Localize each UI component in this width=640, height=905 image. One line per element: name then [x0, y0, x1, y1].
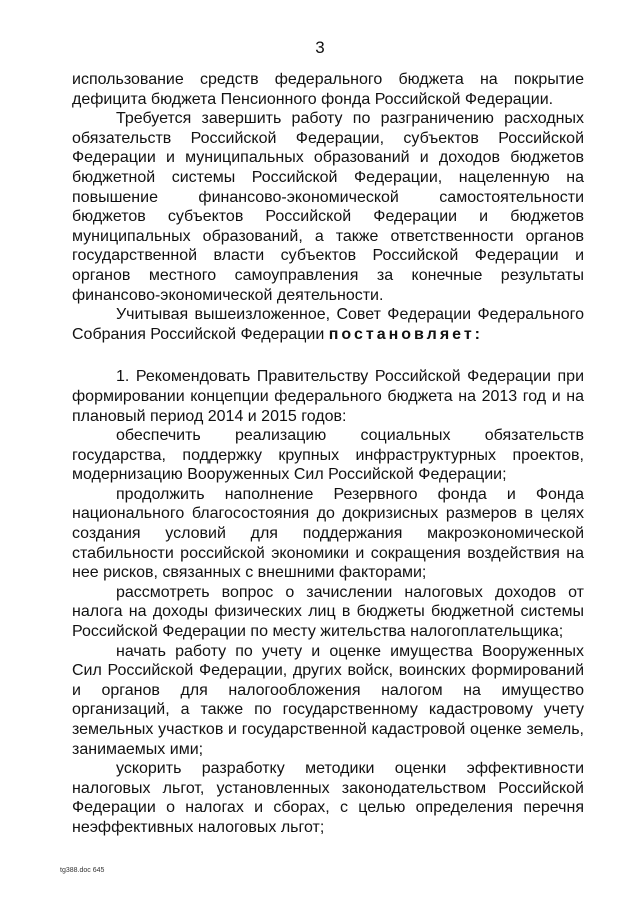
- paragraph-reserve-fund: продолжить наполнение Резервного фонда и Фонда национального благосостояния до докризисных размеров в целях создания условий для поддержания макроэкономической стабильности российской экономики и сокращения воздействия на нее рисков, связанных с внешними факторами;: [72, 485, 584, 582]
- paragraph-powers-delimitation: Требуется завершить работу по разграничению расходных обязательств Российской Федерации, субъектов Российской Федерации и муниципальных образований и доходов бюджетов бюджетной системы Российской Федерации, нацеленную на повышение финансово-экономической самостоятельности бюджетов субъектов Российской Федерации и бюджетов муниципальных образований, а также ответственности органов государственной власти субъектов Российской Федерации и органов местного самоуправления за конечные результаты финансово-экономической деятельности.: [72, 110, 584, 304]
- paragraph-social-obligations: обеспечить реализацию социальных обязательств государства, поддержку крупных инфраструктурных проектов, модернизацию Вооруженных Сил Российской Федерации;: [72, 427, 584, 484]
- paragraph-recommendation-1: 1. Рекомендовать Правительству Российской Федерации при формировании концепции федерального бюджета на 2013 год и на плановый период 2014 и 2015 годов:: [72, 368, 584, 425]
- paragraph-resolution-lead: [72, 305, 584, 344]
- paragraph-budget-deficit: использование средств федерального бюджета на покрытие дефицита бюджета Пенсионного фонда Российской Федерации.: [72, 71, 584, 108]
- resolution-lead-text: Учитывая вышеизложенное, Совет Федерации Федерального Собрания Российской Федерации: [72, 306, 584, 343]
- footer-document-code: tg388.doc 645: [60, 867, 105, 874]
- document-body: [72, 70, 584, 838]
- resolution-keyword: постановляет:: [328, 325, 484, 343]
- paragraph-income-tax: рассмотреть вопрос о зачислении налоговых доходов от налога на доходы физических лиц в бюджеты бюджетной системы Российской Федерации по месту жительства налогоплательщика;: [72, 583, 584, 641]
- paragraph-tax-benefits: ускорить разработку методики оценки эффективности налоговых льгот, установленных законодательством Российской Федерации о налогах и сборах, с целью определения перечня неэффективных налоговых льгот;: [72, 760, 584, 836]
- paragraph-armed-forces-property: начать работу по учету и оценке имущества Вооруженных Сил Российской Федерации, других войск, воинских формирований и органов для налогообложения налогом на имущество организаций, а также по государственному кадастровому учету земельных участков и государственной кадастровой оценке земель, занимаемых ими;: [72, 642, 584, 758]
- page-number: 3: [315, 38, 325, 57]
